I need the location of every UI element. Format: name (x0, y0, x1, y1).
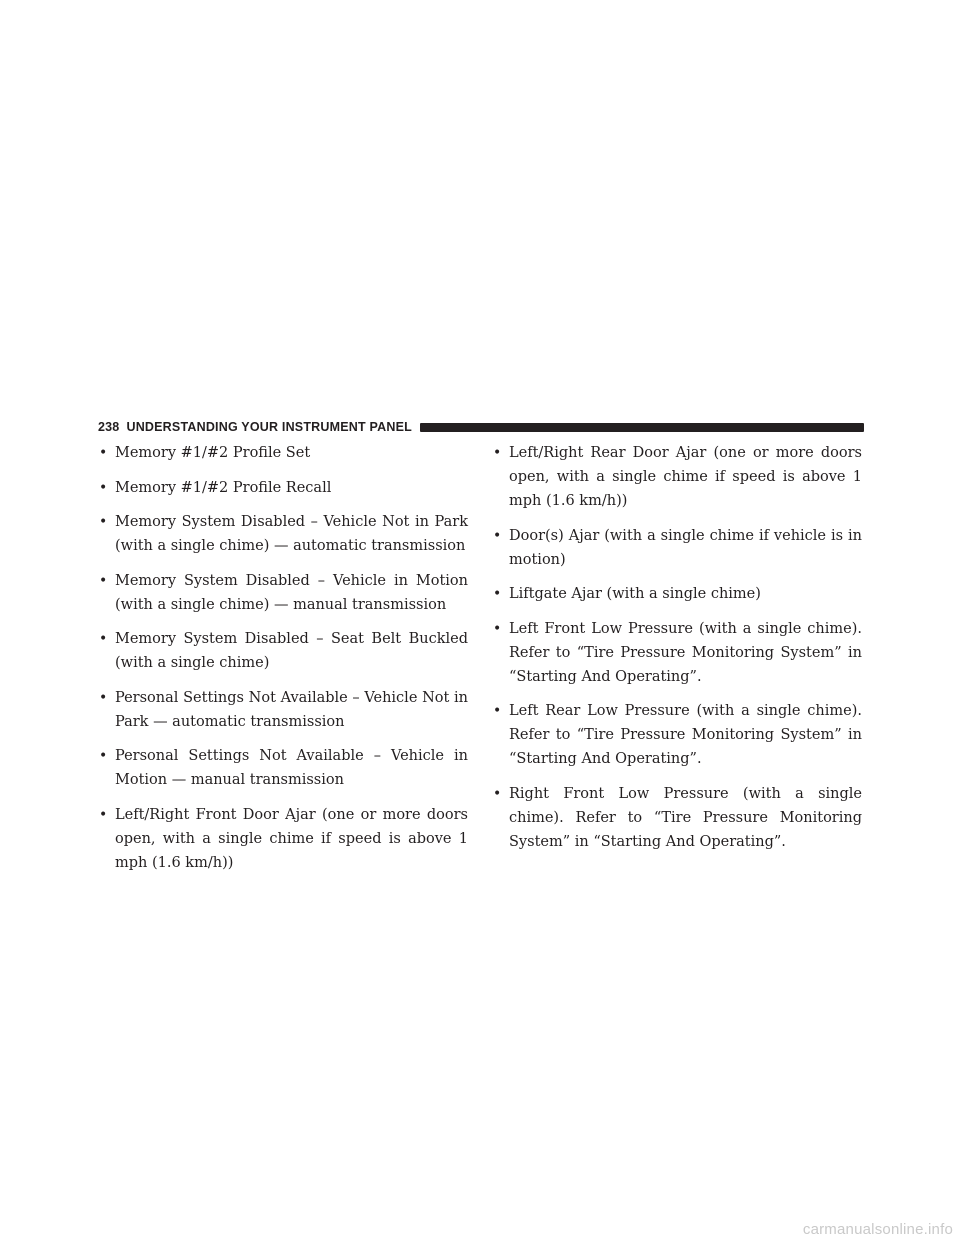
list-item-text: Memory System Disabled – Vehicle Not in Park (with a single chime) — automatic transmission (115, 514, 468, 554)
bullet-icon: • (99, 806, 108, 823)
left-column-list (98, 441, 468, 885)
bullet-icon: • (493, 703, 502, 719)
list-item (98, 441, 468, 465)
list-item (98, 510, 468, 558)
bullet-icon: • (99, 689, 108, 706)
page-header (98, 419, 864, 435)
list-item-text: Personal Settings Not Available – Vehicle Not in Park — automatic transmission (115, 689, 468, 730)
list-item (492, 782, 862, 854)
list-item-text: Personal Settings Not Available – Vehicle in Motion — manual transmission (115, 748, 468, 788)
list-item (98, 803, 468, 875)
list-item (492, 582, 862, 606)
watermark: carmanualsonline.info (802, 1221, 953, 1238)
list-item (98, 569, 468, 617)
list-item (492, 699, 862, 771)
list-item (492, 524, 862, 572)
bullet-icon: • (99, 514, 108, 530)
bullet-icon: • (493, 527, 502, 544)
right-column-list (492, 441, 862, 864)
bullet-icon: • (493, 586, 502, 602)
list-item-text: Memory #1/#2 Profile Recall (115, 479, 332, 496)
list-item-text: Left/Right Rear Door Ajar (one or more doors open, with a single chime if speed is above 1 mph (1.6 km/h)) (509, 445, 862, 509)
list-item (98, 476, 468, 500)
list-item-text: Memory System Disabled – Seat Belt Buckled (with a single chime) (115, 631, 468, 671)
list-item (98, 686, 468, 734)
list-item-text: Liftgate Ajar (with a single chime) (509, 586, 761, 602)
bullet-icon: • (99, 631, 108, 647)
list-item (98, 744, 468, 792)
list-item-text: Memory #1/#2 Profile Set (115, 445, 311, 461)
list-item (492, 441, 862, 513)
list-item-text: Right Front Low Pressure (with a single chime). Refer to “Tire Pressure Monitoring System” in “Starting And Operating”. (509, 785, 862, 850)
list-item-text: Door(s) Ajar (with a single chime if vehicle is in motion) (509, 527, 862, 568)
bullet-icon: • (493, 620, 502, 637)
list-item (492, 617, 862, 689)
list-item-text: Left/Right Front Door Ajar (one or more doors open, with a single chime if speed is above 1 mph (1.6 km/h)) (115, 806, 468, 871)
list-item (98, 627, 468, 675)
bullet-icon: • (99, 748, 108, 764)
bullet-icon: • (99, 572, 108, 589)
bullet-icon: • (493, 785, 502, 802)
bullet-icon: • (99, 479, 108, 496)
page-number: 238 (98, 420, 120, 434)
list-item-text: Left Front Low Pressure (with a single chime). Refer to “Tire Pressure Monitoring System” in “Starting And Operating”. (509, 620, 862, 685)
header-rule (420, 423, 864, 432)
bullet-icon: • (99, 445, 108, 461)
bullet-icon: • (493, 445, 502, 461)
list-item-text: Memory System Disabled – Vehicle in Motion (with a single chime) — manual transmission (115, 572, 468, 613)
section-title: UNDERSTANDING YOUR INSTRUMENT PANEL (126, 420, 412, 434)
list-item-text: Left Rear Low Pressure (with a single chime). Refer to “Tire Pressure Monitoring System” in “Starting And Operating”. (509, 703, 862, 767)
